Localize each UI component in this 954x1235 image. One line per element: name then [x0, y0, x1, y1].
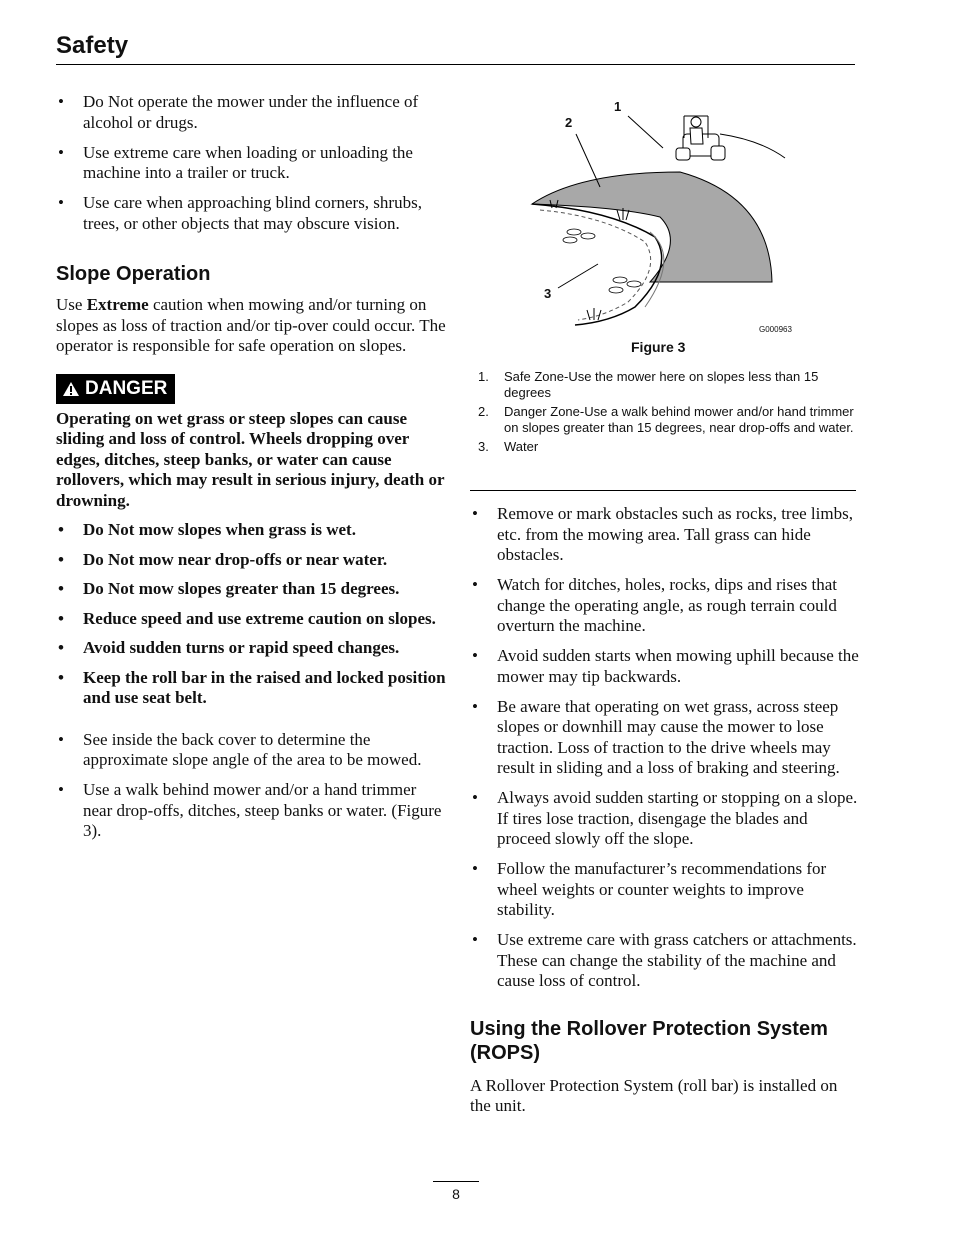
callout-3: 3 [544, 286, 552, 301]
figure-caption: Figure 3 [631, 339, 686, 355]
list-item: • Avoid sudden starts when mowing uphill because the mower may tip backwards. [472, 646, 859, 686]
warning-triangle-icon [62, 381, 80, 397]
figure-code: G000963 [759, 325, 792, 334]
hill-line [720, 134, 785, 158]
callout-3-leader [558, 264, 598, 288]
footer-divider [433, 1181, 479, 1182]
list-item: • Use extreme care when loading or unloading the machine into a trailer or truck. [58, 142, 413, 182]
page-title: Safety [56, 32, 129, 59]
riding-mower-icon [676, 116, 725, 160]
header-divider [56, 64, 855, 65]
legend-item: 2. Danger Zone-Use a walk behind mower and/or hand trimmer on slopes greater than 15 degrees, near drop-offs and water. [478, 404, 854, 435]
page-number: 8 [452, 1186, 460, 1202]
rops-paragraph: A Rollover Protection System (roll bar) is installed on the unit. [470, 1075, 838, 1115]
rops-heading: Using the Rollover Protection System (ROPS) [470, 1017, 828, 1064]
intro-bullet-list [56, 92, 448, 234]
list-item: • Do Not operate the mower under the influence of alcohol or drugs. [58, 92, 419, 132]
list-item: • Do Not mow near drop-offs or near water. [58, 549, 388, 569]
list-item: • Do Not mow slopes when grass is wet. [58, 520, 356, 539]
legend-item: 1. Safe Zone-Use the mower here on slopes less than 15 degrees [478, 369, 819, 400]
list-item: • Use extreme care with grass catchers or attachments. These can change the stability of the machine and cause loss of control. [472, 930, 857, 990]
list-item: • See inside the back cover to determine the approximate slope angle of the area to be mowed. [58, 729, 422, 769]
water-ripples [563, 229, 641, 293]
slope-operation-paragraph: Use Extreme caution when mowing and/or turning on slopes as loss of traction and/or tip-over could occur. The operator is responsible for safe operation on slopes. [56, 295, 446, 355]
callout-2: 2 [565, 115, 573, 130]
safe-zone-area [532, 172, 772, 282]
figure-legend [478, 369, 854, 459]
list-item: • Be aware that operating on wet grass, across steep slopes or downhill may cause the mower to lose traction. Loss of traction to the drive wheels may result in sliding and a loss of braking and steering. [472, 696, 840, 777]
danger-bullet-list [56, 520, 448, 709]
list-item: • Avoid sudden turns or rapid speed changes. [58, 638, 400, 657]
list-item: • Use a walk behind mower and/or a hand trimmer near drop-offs, ditches, steep banks or water. (Figure 3). [58, 780, 442, 840]
list-item: • Do Not mow slopes greater than 15 degrees. [58, 579, 400, 598]
list-item: • Reduce speed and use extreme caution on slopes. [58, 608, 436, 628]
callout-1: 1 [614, 99, 622, 114]
right-bullet-list [470, 504, 862, 992]
right-column [470, 504, 862, 1117]
list-item: • Use care when approaching blind corners, shrubs, trees, or other objects that may obscure vision. [58, 193, 422, 233]
callout-1-leader [628, 116, 663, 148]
slope-operation-heading: Slope Operation [56, 263, 211, 285]
list-item: • Always avoid sudden starting or stopping on a slope. If tires lose traction, disengage the blades and proceed slowly off the slope. [472, 788, 858, 848]
left-column [56, 92, 448, 851]
list-item: • Keep the roll bar in the raised and locked position and use seat belt. [58, 667, 446, 707]
figure-divider [470, 490, 856, 491]
legend-item: 3. Water [478, 439, 539, 455]
danger-badge: DANGER [56, 374, 175, 404]
callout-2-leader [576, 134, 600, 187]
danger-warning-text: Operating on wet grass or steep slopes can cause sliding and loss of control. Wheels dropping over edges, ditches, steep banks, or water can cause rollovers, which may result in serious injury, death or drowning. [56, 408, 445, 510]
list-item: • Remove or mark obstacles such as rocks, tree limbs, etc. from the mowing area. Tall grass can hide obstacles. [472, 504, 853, 564]
figure-3 [470, 92, 860, 492]
list-item: • Watch for ditches, holes, rocks, dips and rises that change the operating angle, as rough terrain could overturn the machine. [472, 575, 837, 635]
slope-bullet-list [56, 730, 448, 842]
slope-illustration [470, 92, 860, 342]
list-item: • Follow the manufacturer’s recommendations for wheel weights or counter weights to improve stability. [472, 859, 827, 919]
danger-signal [56, 374, 448, 404]
